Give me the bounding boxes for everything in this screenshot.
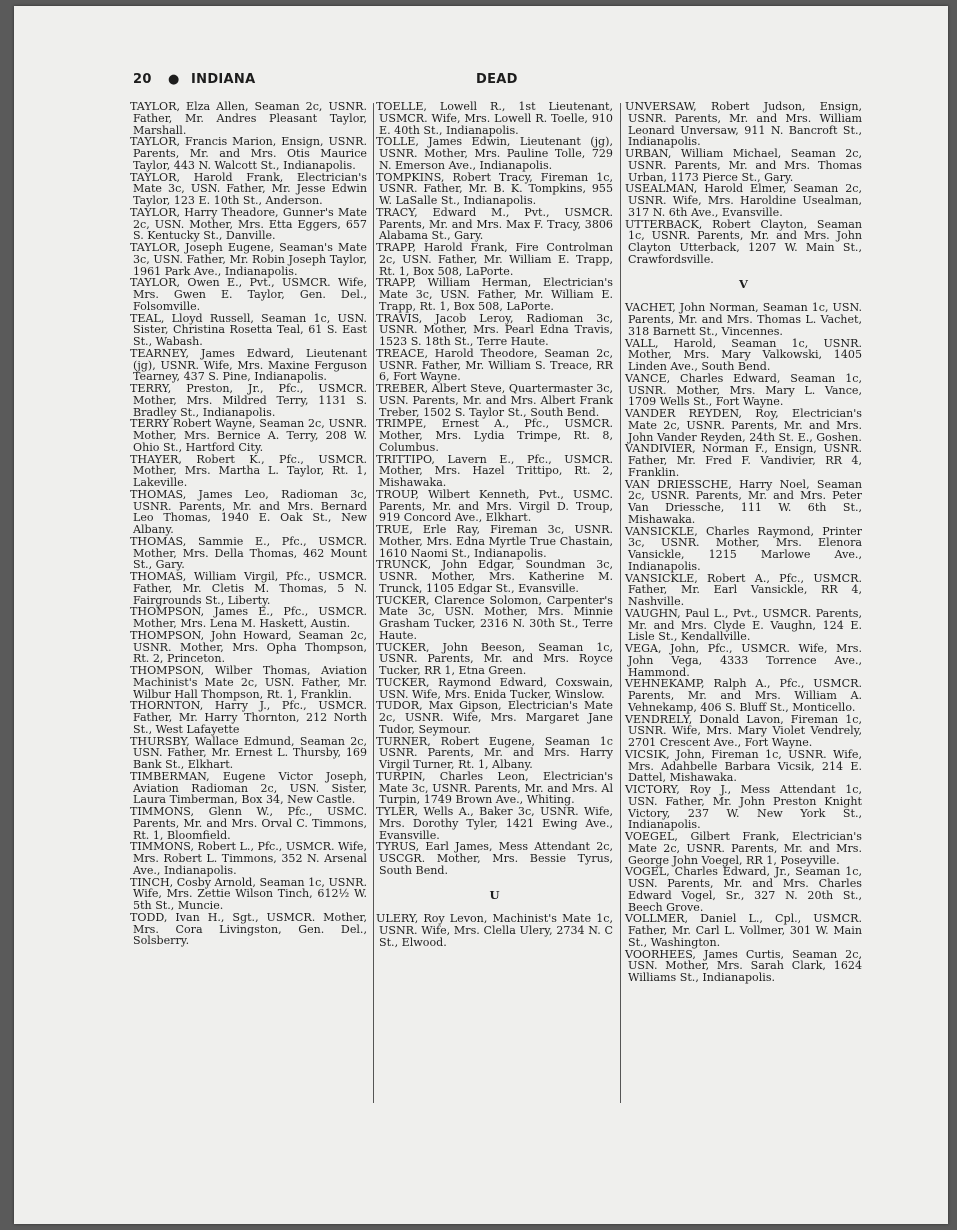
casualty-entry: ULERY, Roy Levon, Machinist's Mate 1c, USNR. Wife, Mrs. Clella Ulery, 2734 N. C St., Elwood. xyxy=(376,912,613,949)
column-1 xyxy=(130,101,367,947)
casualty-entry: TEAL, Lloyd Russell, Seaman 1c, USN. Sister, Christina Rosetta Teal, 61 S. East St., Wabash. xyxy=(130,311,367,348)
casualty-entry: VOLLMER, Daniel L., Cpl., USMCR. Father, Mr. Carl L. Vollmer, 301 W. Main St., Washington. xyxy=(625,912,862,949)
casualty-entry: TAYLOR, Francis Marion, Ensign, USNR. Parents, Mr. and Mrs. Otis Maurice Taylor, 443 N. Walcott St., Indianapolis. xyxy=(130,135,367,172)
casualty-entry: VOGEL, Charles Edward, Jr., Seaman 1c, USN. Parents, Mr. and Mrs. Charles Edward Vogel, Sr., 327 N. 20th St., Beech Grove. xyxy=(625,865,862,914)
casualty-entry: VANSICKLE, Charles Raymond, Printer 3c, USNR. Mother, Mrs. Elenora Vansickle, 1215 Marlowe Ave., Indianapolis. xyxy=(625,524,862,573)
casualty-entry: VAN DRIESSCHE, Harry Noel, Seaman 2c, USNR. Parents, Mr. and Mrs. Peter Van Driessche, 111 W. 6th St., Mishawaka. xyxy=(625,477,862,526)
casualty-entry: TRITTIPO, Lavern E., Pfc., USMCR. Mother, Mrs. Hazel Trittipo, Rt. 2, Mishawaka. xyxy=(376,452,613,489)
casualty-entry: TOELLE, Lowell R., 1st Lieutenant, USMCR. Wife, Mrs. Lowell R. Toelle, 910 E. 40th St., Indianapolis. xyxy=(376,100,613,137)
section-letter: U xyxy=(489,887,500,902)
casualty-entry: TAYLOR, Joseph Eugene, Seaman's Mate 3c, USN. Father, Mr. Robin Joseph Taylor, 1961 Park Ave., Indianapolis. xyxy=(130,241,367,278)
casualty-entry: THAYER, Robert K., Pfc., USMCR. Mother, Mrs. Martha L. Taylor, Rt. 1, Lakeville. xyxy=(130,452,367,489)
casualty-entry: VANSICKLE, Robert A., Pfc., USMCR. Father, Mr. Earl Vansickle, RR 4, Nashville. xyxy=(625,571,862,608)
casualty-entry: VOEGEL, Gilbert Frank, Electrician's Mate 2c, USNR. Parents, Mr. and Mrs. George John Voegel, RR 1, Poseyville. xyxy=(625,830,862,867)
column-2 xyxy=(376,101,613,949)
casualty-entry: TERRY Robert Wayne, Seaman 2c, USNR. Mother, Mrs. Bernice A. Terry, 208 W. Ohio St., Hartford City. xyxy=(130,417,367,454)
casualty-entry: TOLLE, James Edwin, Lieutenant (jg), USNR. Mother, Mrs. Pauline Tolle, 729 N. Emerson Ave., Indianapolis. xyxy=(376,135,613,172)
casualty-entry: URBAN, William Michael, Seaman 2c, USNR. Parents, Mr. and Mrs. Thomas Urban, 1173 Pierce St., Gary. xyxy=(625,147,862,184)
casualty-entry: VANDER REYDEN, Roy, Electrician's Mate 2c, USNR. Parents, Mr. and Mrs. John Vander Reyden, 24th St. E., Goshen. xyxy=(625,407,862,444)
casualty-entry: UTTERBACK, Robert Clayton, Seaman 1c, USNR. Parents, Mr. and Mrs. John Clayton Utterback, 1207 W. Main St., Crawfordsville. xyxy=(625,217,862,266)
casualty-entry: USEALMAN, Harold Elmer, Seaman 2c, USNR. Wife, Mrs. Haroldine Usealman, 317 N. 6th Ave., Evansville. xyxy=(625,182,862,219)
casualty-entry: THOMPSON, John Howard, Seaman 2c, USNR. Mother, Mrs. Opha Thompson, Rt. 2, Princeton. xyxy=(130,628,367,666)
casualty-entry: VENDRELY, Donald Lavon, Fireman 1c, USNR. Wife, Mrs. Mary Violet Vendrely, 2701 Crescent Ave., Fort Wayne. xyxy=(625,712,862,749)
casualty-entry: TAYLOR, Harry Theadore, Gunner's Mate 2c, USN. Mother, Mrs. Etta Eggers, 657 S. Kentucky St., Danville. xyxy=(130,205,367,243)
casualty-entry: TODD, Ivan H., Sgt., USMCR. Mother, Mrs. Cora Livingston, Gen. Del., Solsberry. xyxy=(130,910,367,948)
casualty-entry: TOMPKINS, Robert Tracy, Fireman 1c, USNR. Father, Mr. B. K. Tompkins, 955 W. LaSalle St., Indianapolis. xyxy=(376,170,613,207)
casualty-entry: TRACY, Edward M., Pvt., USMCR. Parents, Mr. and Mrs. Max F. Tracy, 3806 Alabama St., Gary. xyxy=(376,205,613,243)
casualty-entry: VANDIVIER, Norman F., Ensign, USNR. Father, Mr. Fred F. Vandivier, RR 4, Franklin. xyxy=(625,442,862,479)
casualty-entry: THOMPSON, Wilber Thomas, Aviation Machinist's Mate 2c, USN. Father, Mr. Wilbur Hall Thompson, Rt. 1, Franklin. xyxy=(130,664,367,701)
casualty-entry: TINCH, Cosby Arnold, Seaman 1c, USNR. Wife, Mrs. Zettie Wilson Tinch, 612½ W. 5th St., Muncie. xyxy=(130,875,367,912)
casualty-entry: VAUGHN, Paul L., Pvt., USMCR. Parents, Mr. and Mrs. Clyde E. Vaughn, 124 E. Lisle St., Kendallville. xyxy=(625,606,862,644)
section-letter: V xyxy=(739,276,748,291)
state-name: INDIANA xyxy=(191,72,256,87)
casualty-entry: TRUE, Erle Ray, Fireman 3c, USNR. Mother, Mrs. Edna Myrtle True Chastain, 1610 Naomi St., Indianapolis. xyxy=(376,523,613,560)
casualty-entry: VEGA, John, Pfc., USMCR. Wife, Mrs. John Vega, 4333 Torrence Ave., Hammond. xyxy=(625,642,862,679)
column-3 xyxy=(625,101,862,984)
casualty-entry: TYRUS, Earl James, Mess Attendant 2c, USCGR. Mother, Mrs. Bessie Tyrus, South Bend. xyxy=(376,840,613,877)
page-header xyxy=(133,72,873,92)
casualty-entry: VACHET, John Norman, Seaman 1c, USN. Parents, Mr. and Mrs. Thomas L. Vachet, 318 Barnett St., Vincennes. xyxy=(625,301,862,338)
casualty-entry: VALL, Harold, Seaman 1c, USNR. Mother, Mrs. Mary Valkowski, 1405 Linden Ave., South Bend. xyxy=(625,336,862,373)
casualty-entry: TRUNCK, John Edgar, Soundman 3c, USNR. Mother, Mrs. Katherine M. Trunck, 1105 Edgar St., Evansville. xyxy=(376,558,613,595)
casualty-entry: TUCKER, Clarence Solomon, Carpenter's Mate 3c, USN. Mother, Mrs. Minnie Grasham Tucker, 2316 N. 30th St., Terre Haute. xyxy=(376,593,613,642)
casualty-entry: TUCKER, Raymond Edward, Coxswain, USN. Wife, Mrs. Enida Tucker, Winslow. xyxy=(376,675,613,701)
casualty-entry: TAYLOR, Owen E., Pvt., USMCR. Wife, Mrs. Gwen E. Taylor, Gen. Del., Folsomville. xyxy=(130,276,367,313)
casualty-entry: TROUP, Wilbert Kenneth, Pvt., USMC. Parents, Mr. and Mrs. Virgil D. Troup, 919 Concord Ave., Elkhart. xyxy=(376,487,613,525)
casualty-entry: THORNTON, Harry J., Pfc., USMCR. Father, Mr. Harry Thornton, 212 North St., West Lafayette xyxy=(130,699,367,736)
page-title: DEAD xyxy=(476,72,518,87)
casualty-entry: TREBER, Albert Steve, Quartermaster 3c, USN. Parents, Mr. and Mrs. Albert Frank Treber, 1502 S. Taylor St., South Bend. xyxy=(376,382,613,419)
bullet-separator: ● xyxy=(168,72,180,87)
casualty-entry: VICTORY, Roy J., Mess Attendant 1c, USN. Father, Mr. John Preston Knight Victory, 237 W. New York St., Indianapolis. xyxy=(625,783,862,832)
casualty-entry: UNVERSAW, Robert Judson, Ensign, USNR. Parents, Mr. and Mrs. William Leonard Unversaw, 911 N. Bancroft St., Indianapolis. xyxy=(625,100,862,149)
casualty-entry: TURNER, Robert Eugene, Seaman 1c USNR. Parents, Mr. and Mrs. Harry Virgil Turner, Rt. 1, Albany. xyxy=(376,734,613,771)
casualty-entry: TUDOR, Max Gipson, Electrician's Mate 2c, USNR. Wife, Mrs. Margaret Jane Tudor, Seymour. xyxy=(376,699,613,736)
column-divider xyxy=(373,103,374,1103)
casualty-entry: TEARNEY, James Edward, Lieutenant (jg), USNR. Wife, Mrs. Maxine Ferguson Tearney, 437 S. Pine, Indianapolis. xyxy=(130,346,367,384)
casualty-entry: TRAPP, Harold Frank, Fire Controlman 2c, USN. Father, Mr. William E. Trapp, Rt. 1, Box 508, LaPorte. xyxy=(376,241,613,278)
casualty-entry: TERRY, Preston, Jr., Pfc., USMCR. Mother, Mrs. Mildred Terry, 1131 S. Bradley St., Indianapolis. xyxy=(130,382,367,419)
casualty-entry: VANCE, Charles Edward, Seaman 1c, USNR. Mother, Mrs. Mary L. Vance, 1709 Wells St., Fort Wayne. xyxy=(625,371,862,409)
casualty-entry: THURSBY, Wallace Edmund, Seaman 2c, USN. Father, Mr. Ernest L. Thursby, 169 Bank St., Elkhart. xyxy=(130,734,367,771)
casualty-entry: TIMBERMAN, Eugene Victor Joseph, Aviation Radioman 2c, USN. Sister, Laura Timberman, Box 34, New Castle. xyxy=(130,769,367,807)
casualty-entry: VOORHEES, James Curtis, Seaman 2c, USN. Mother, Mrs. Sarah Clark, 1624 Williams St., Indianapolis. xyxy=(625,947,862,984)
casualty-entry: VEHNEKAMP, Ralph A., Pfc., USMCR. Parents, Mr. and Mrs. William A. Vehnekamp, 406 S. Bluff St., Monticello. xyxy=(625,677,862,714)
casualty-entry: TYLER, Wells A., Baker 3c, USNR. Wife, Mrs. Dorothy Tyler, 1421 Ewing Ave., Evansville. xyxy=(376,805,613,842)
casualty-entry: TUCKER, John Beeson, Seaman 1c, USNR. Parents, Mr. and Mrs. Royce Tucker, RR 1, Etna Green. xyxy=(376,640,613,677)
casualty-entry: THOMPSON, James E., Pfc., USMCR. Mother, Mrs. Lena M. Haskett, Austin. xyxy=(130,605,367,630)
casualty-entry: THOMAS, Sammie E., Pfc., USMCR. Mother, Mrs. Della Thomas, 462 Mount St., Gary. xyxy=(130,534,367,572)
casualty-entry: TREACE, Harold Theodore, Seaman 2c, USNR. Father, Mr. William S. Treace, RR 6, Fort Wayne. xyxy=(376,346,613,384)
casualty-entry: TAYLOR, Harold Frank, Electrician's Mate 3c, USN. Father, Mr. Jesse Edwin Taylor, 123 E. 10th St., Anderson. xyxy=(130,170,367,207)
page-number: 20 xyxy=(133,72,152,87)
casualty-entry: THOMAS, James Leo, Radioman 3c, USNR. Parents, Mr. and Mrs. Bernard Leo Thomas, 1940 E. Oak St., New Albany. xyxy=(130,487,367,536)
casualty-entry: TAYLOR, Elza Allen, Seaman 2c, USNR. Father, Mr. Andres Pleasant Taylor, Marshall. xyxy=(130,100,367,137)
casualty-entry: VICSIK, John, Fireman 1c, USNR. Wife, Mrs. Adahbelle Barbara Vicsik, 214 E. Dattel, Mishawaka. xyxy=(625,747,862,785)
column-divider xyxy=(620,103,621,1103)
casualty-entry: TIMMONS, Robert L., Pfc., USMCR. Wife, Mrs. Robert L. Timmons, 352 N. Arsenal Ave., Indianapolis. xyxy=(130,840,368,877)
casualty-entry: TURPIN, Charles Leon, Electrician's Mate 3c, USNR. Parents, Mr. and Mrs. Al Turpin, 1749 Brown Ave., Whiting. xyxy=(376,769,613,807)
casualty-entry: TIMMONS, Glenn W., Pfc., USMC. Parents, Mr. and Mrs. Orval C. Timmons, Rt. 1, Bloomfield. xyxy=(130,805,367,842)
casualty-entry: TRAVIS, Jacob Leroy, Radioman 3c, USNR. Mother, Mrs. Pearl Edna Travis, 1523 S. 18th St., Terre Haute. xyxy=(376,311,613,348)
casualty-entry: THOMAS, William Virgil, Pfc., USMCR. Father, Mr. Cletis M. Thomas, 5 N. Fairgrounds St., Liberty. xyxy=(130,570,367,607)
casualty-entry: TRAPP, William Herman, Electrician's Mate 3c, USN. Father, Mr. William E. Trapp, Rt. 1, Box 508, LaPorte. xyxy=(376,276,613,313)
casualty-entry: TRIMPE, Ernest A., Pfc., USMCR. Mother, Mrs. Lydia Trimpe, Rt. 8, Columbus. xyxy=(376,417,613,454)
document-page xyxy=(14,6,948,1224)
